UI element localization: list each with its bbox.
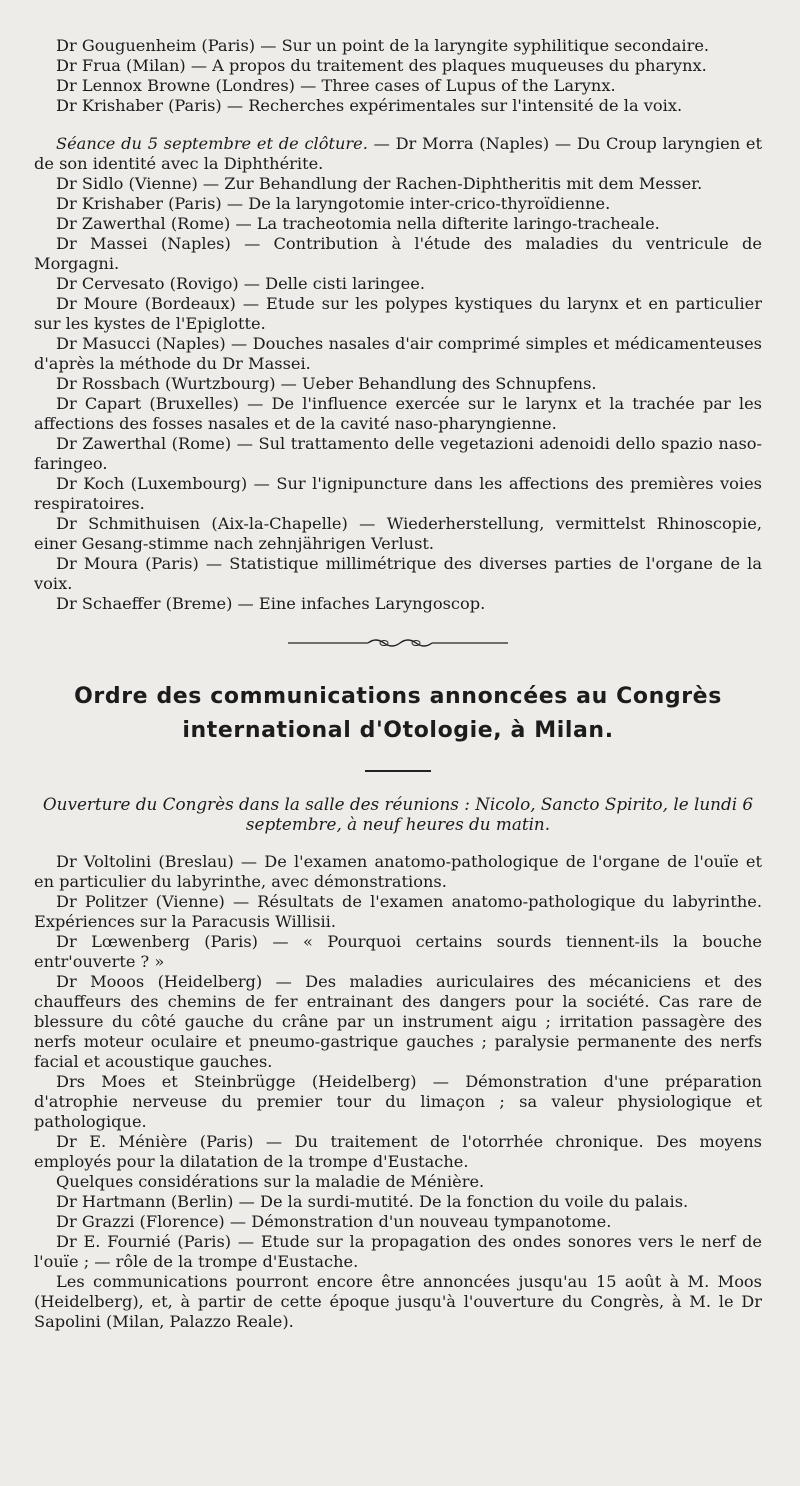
section-laryngology-entries-b	[34, 174, 762, 614]
entry-paragraph: Dr Masucci (Naples) — Douches nasales d'air comprimé simples et médicamenteuses d'après la méthode du Dr Massei.	[34, 334, 762, 373]
entry-paragraph: Dr Krishaber (Paris) — Recherches expérimentales sur l'intensité de la voix.	[56, 96, 683, 115]
entry-paragraph: Dr Sidlo (Vienne) — Zur Behandlung der Rachen-Diphtheritis mit dem Messer.	[56, 174, 703, 193]
entry-paragraph: Dr Schaeffer (Breme) — Eine infaches Laryngoscop.	[56, 594, 486, 613]
entry-paragraph: Dr Koch (Luxembourg) — Sur l'ignipuncture dans les affections des premières voies respiratoires.	[34, 474, 762, 513]
seance-paragraph	[34, 134, 762, 174]
entry-paragraph: Dr Moura (Paris) — Statistique millimétrique des diverses parties de l'organe de la voix.	[34, 554, 762, 593]
entry-paragraph: Dr Voltolini (Breslau) — De l'examen anatomo-pathologique de l'organe de l'ouïe et en particulier du labyrinthe, avec démonstrations.	[34, 852, 762, 891]
opening-notice: Ouverture du Congrès dans la salle des réunions : Nicolo, Sancto Spirito, le lundi 6 septembre, à neuf heures du matin.	[42, 794, 754, 834]
entry-paragraph: Quelques considérations sur la maladie de Ménière.	[56, 1172, 485, 1191]
entry-paragraph: Dr Grazzi (Florence) — Démonstration d'un nouveau tympanotome.	[56, 1212, 612, 1231]
entry-paragraph: Dr Massei (Naples) — Contribution à l'étude des maladies du ventricule de Morgagni.	[34, 234, 762, 273]
entry-paragraph: Dr Politzer (Vienne) — Résultats de l'examen anatomo-pathologique du labyrinthe. Expériences sur la Paracusis Willisii.	[34, 892, 762, 931]
entry-paragraph: Dr Krishaber (Paris) — De la laryngotomie inter-crico-thyroïdienne.	[56, 194, 611, 213]
entry-paragraph: Dr Hartmann (Berlin) — De la surdi-mutité. De la fonction du voile du palais.	[56, 1192, 689, 1211]
entry-paragraph: Dr Rossbach (Wurtzbourg) — Ueber Behandlung des Schnupfens.	[56, 374, 597, 393]
entry-paragraph: Drs Moes et Steinbrügge (Heidelberg) — Démonstration d'une préparation d'atrophie nerveuse du premier tour du limaçon ; sa valeur physiologique et pathologique.	[34, 1072, 762, 1131]
entry-paragraph: Dr Schmithuisen (Aix-la-Chapelle) — Wiederherstellung, vermittelst Rhinoscopie, einer Gesang-stimme nach zehnjährigen Verlust.	[34, 514, 762, 553]
entry-paragraph: Dr Frua (Milan) — A propos du traitement des plaques muqueuses du pharynx.	[56, 56, 707, 75]
entry-paragraph: Dr Lennox Browne (Londres) — Three cases of Lupus of the Larynx.	[56, 76, 616, 95]
entry-paragraph: Dr Lœwenberg (Paris) — « Pourquoi certains sourds tiennent-ils la bouche entr'ouverte ? »	[34, 932, 762, 971]
entry-paragraph: Dr E. Ménière (Paris) — Du traitement de l'otorrhée chronique. Des moyens employés pour la dilatation de la trompe d'Eustache.	[34, 1132, 762, 1171]
entry-paragraph: Dr Moure (Bordeaux) — Etude sur les polypes kystiques du larynx et en particulier sur les kystes de l'Epiglotte.	[34, 294, 762, 333]
heading-rule	[365, 770, 431, 772]
section-heading	[34, 680, 762, 748]
entry-paragraph: Dr Capart (Bruxelles) — De l'influence exercée sur le larynx et la trachée par les affections des fosses nasales et de la cavité naso-pharyngienne.	[34, 394, 762, 433]
section-heading-line2: international d'Otologie, à Milan.	[182, 718, 614, 743]
ornament-flourish	[288, 636, 508, 650]
entry-paragraph: Les communications pourront encore être annoncées jusqu'au 15 août à M. Moos (Heidelberg), et, à partir de cette époque jusqu'à l'ouverture du Congrès, à M. le Dr Sapolini (Milan, Palazzo Reale).	[34, 1272, 762, 1331]
section-ornament	[34, 636, 762, 650]
seance-first-entry: — Dr Morra (Naples) — Du Croup laryngien et de son identité avec la Diphthérite.	[34, 134, 762, 173]
seance-title: Séance du 5 septembre et de clôture.	[56, 134, 368, 153]
entry-paragraph: Dr Zawerthal (Rome) — Sul trattamento delle vegetazioni adenoidi dello spazio naso-faringeo.	[34, 434, 762, 473]
entry-paragraph: Dr Cervesato (Rovigo) — Delle cisti laringee.	[56, 274, 425, 293]
entry-paragraph: Dr Gouguenheim (Paris) — Sur un point de la laryngite syphilitique secondaire.	[56, 36, 710, 55]
entry-paragraph: Dr Zawerthal (Rome) — La tracheotomia nella difterite laringo-tracheale.	[56, 214, 660, 233]
entry-paragraph: Dr Mooos (Heidelberg) — Des maladies auriculaires des mécaniciens et des chauffeurs des chemins de fer entrainant des dangers pour la société. Cas rare de blessure du côté gauche du crâne par un instrument aigu ; irritation passagère des nerfs moteur oculaire et pneumo-gastrique gauches ; paralysie permanente des nerfs facial et acoustique gauches.	[34, 972, 762, 1071]
section-otology-entries	[34, 852, 762, 1332]
entry-paragraph: Dr E. Fournié (Paris) — Etude sur la propagation des ondes sonores vers le nerf de l'ouïe ; — rôle de la trompe d'Eustache.	[34, 1232, 762, 1271]
section-laryngology-entries-a	[34, 36, 762, 116]
section-heading-line1: Ordre des communications annoncées au Congrès	[74, 684, 722, 709]
